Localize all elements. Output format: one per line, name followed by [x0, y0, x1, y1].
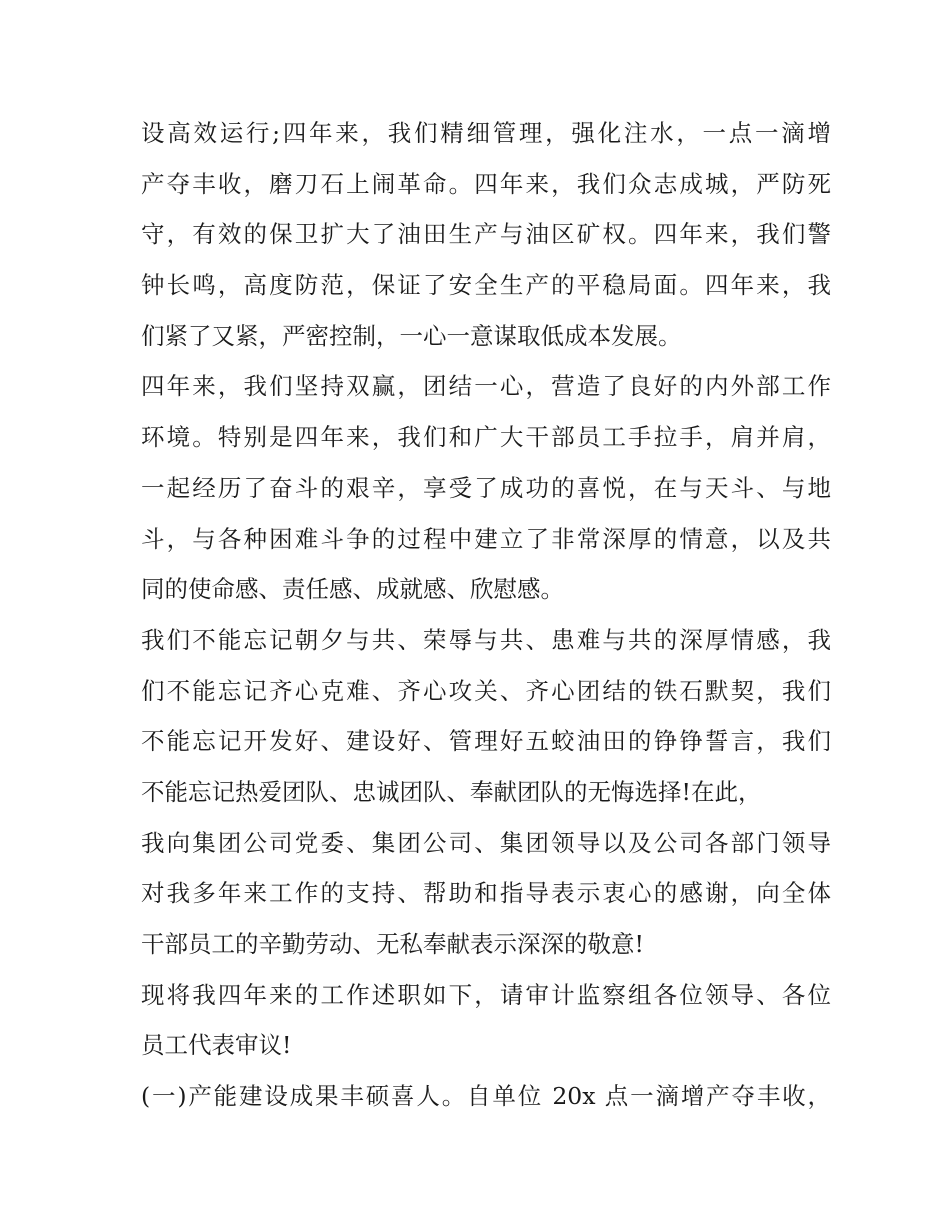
text-line: 设高效运行;四年来，我们精细管理，强化注水，一点一滴增	[141, 119, 831, 147]
text-line: 们不能忘记齐心克难、齐心攻关、齐心团结的铁石默契，我们	[141, 676, 831, 705]
text-line: 斗，与各种困难斗争的过程中建立了非常深厚的情意，以及共	[141, 524, 831, 553]
text-line: 四年来，我们坚持双赢，团结一心，营造了良好的内外部工作	[141, 372, 831, 401]
text-line: 对我多年来工作的支持、帮助和指导表示衷心的感谢，向全体	[141, 879, 831, 908]
text-line: 一起经历了奋斗的艰辛，享受了成功的喜悦，在与天斗、与地	[141, 473, 831, 502]
text-line: 产夺丰收，磨刀石上闹革命。四年来，我们众志成城，严防死	[141, 169, 831, 198]
text-line: 干部员工的辛勤劳动、无私奉献表示深深的敬意!	[141, 930, 644, 958]
text-line: 不能忘记热爱团队、忠诚团队、奉献团队的无悔选择!在此，	[141, 777, 762, 806]
text-line: 同的使命感、责任感、成就感、欣慰感。	[141, 575, 564, 604]
text-line: 守，有效的保卫扩大了油田生产与油区矿权。四年来，我们警	[141, 220, 831, 249]
document-body	[141, 108, 831, 1122]
text-line: 环境。特别是四年来，我们和广大干部员工手拉手，肩并肩，	[141, 423, 831, 452]
text-line: (一)产能建设成果丰硕喜人。自单位 20x 点一滴增产夺丰收，	[141, 1082, 831, 1111]
text-line: 我向集团公司党委、集团公司、集团领导以及公司各部门领导	[141, 828, 831, 857]
text-line: 现将我四年来的工作述职如下，请审计监察组各位领导、各位	[141, 980, 831, 1009]
text-line: 不能忘记开发好、建设好、管理好五蛟油田的铮铮誓言，我们	[141, 727, 831, 756]
text-line: 我们不能忘记朝夕与共、荣辱与共、患难与共的深厚情感，我	[141, 625, 831, 654]
text-line: 们紧了又紧，严密控制，一心一意谋取低成本发展。	[141, 321, 682, 350]
text-line: 钟长鸣，高度防范，保证了安全生产的平稳局面。四年来，我	[141, 271, 831, 300]
text-line: 员工代表审议!	[141, 1031, 292, 1060]
